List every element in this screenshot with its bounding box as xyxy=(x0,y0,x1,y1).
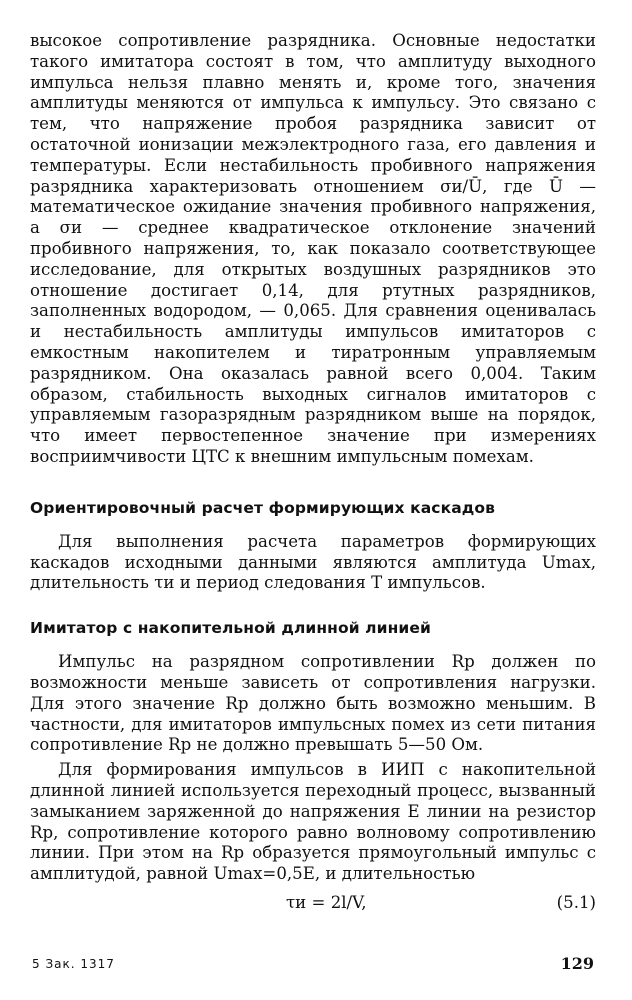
print-signature: 5 Зак. 1317 xyxy=(32,957,115,971)
paragraph-pulse-formation: Для формирования импульсов в ИИП с накопительной длинной линией используется переходный процесс, вызванный замыканием заряженной до напряжения E линии на резистор Rр, сопротивление которого равно волновому сопротивлению линии. При этом на Rр образуется прямоугольный импульс с амплитудой, равной Umax=0,5E, и длительностью xyxy=(30,760,596,884)
paragraph-calculation-inputs: Для выполнения расчета параметров формирующих каскадов исходными данными являются амплитуда Umax, длительность τи и период следования T импульсов. xyxy=(30,531,596,593)
page-number: 129 xyxy=(560,954,594,973)
equation-expression: τи = 2l/V, xyxy=(286,892,367,912)
section-heading-calculation: Ориентировочный расчет формирующих каскадов xyxy=(30,498,496,517)
equation-number: (5.1) xyxy=(556,892,596,912)
page-content xyxy=(30,31,596,915)
equation-5-1 xyxy=(30,891,596,915)
page-footer xyxy=(32,953,594,975)
paragraph-intro: высокое сопротивление разрядника. Основные недостатки такого имитатора состоят в том, что амплитуду выходного импульса нельзя плавно менять и, кроме того, значения амплитуды меняются от импульса к импульсу. Это связано с тем, что напряжение пробоя разрядника зависит от остаточной ионизации межэлектродного газа, его давления и температуры. Если нестабильность пробивного напряжения разрядника характеризовать отношением σи/Ū, где Ū — математическое ожидание значения пробивного напряжения, а σи — среднее квадратическое отклонение значений пробивного напряжения, то, как показало соответствующее исследование, для открытых воздушных разрядников это отношение достигает 0,14, для ртутных разрядников, заполненных водородом, — 0,065. Для сравнения оценивалась и нестабильность амплитуды импульсов имитаторов с емкостным накопителем и тиратронным управляемым разрядником. Она оказалась равной всего 0,004. Таким образом, стабильность выходных сигналов имитаторов с управляемым газоразрядным разрядником выше на порядок, что имеет первостепенное значение при измерениях восприимчивости ЦТС к внешним импульсным помехам. xyxy=(30,31,596,466)
paragraph-discharge-resistance: Импульс на разрядном сопротивлении Rр должен по возможности меньше зависеть от сопротивления нагрузки. Для этого значение Rр должно быть возможно меньшим. В частности, для имитаторов импульсных помех из сети питания сопротивление Rр не должно превышать 5—50 Ом. xyxy=(30,652,596,755)
section-heading-long-line-simulator: Имитатор с накопительной длинной линией xyxy=(30,619,431,638)
